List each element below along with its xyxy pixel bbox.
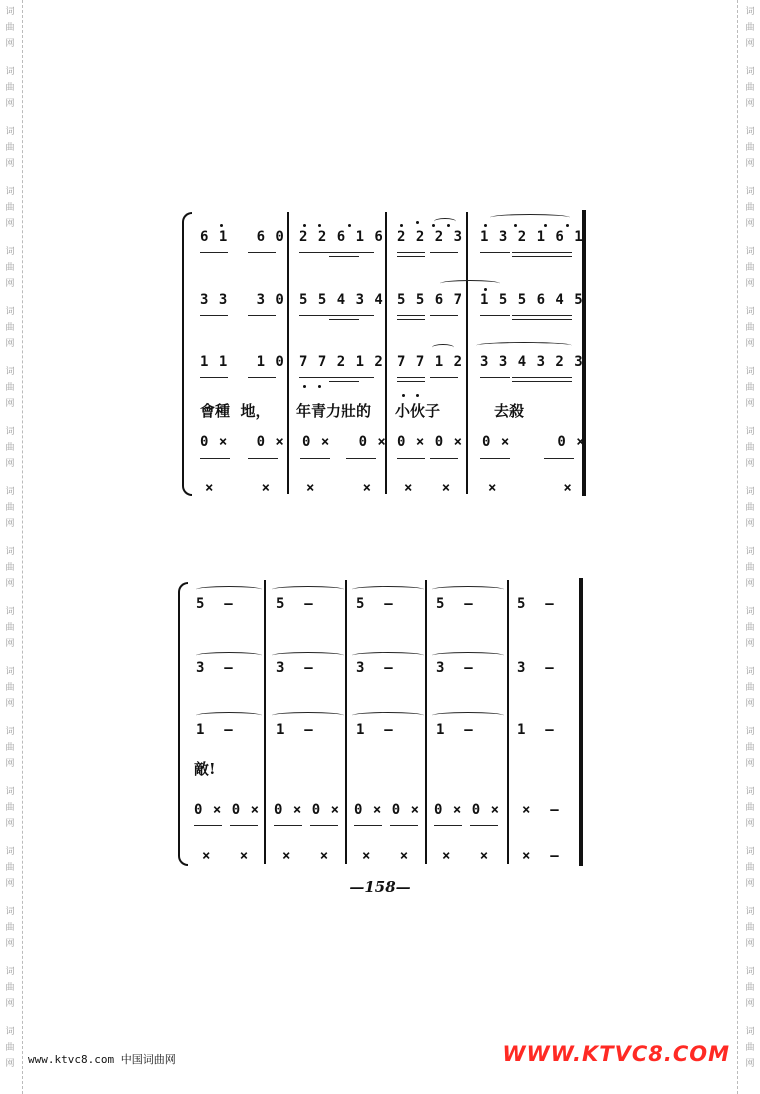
underline: [200, 458, 230, 459]
underline: [480, 252, 510, 253]
note-row: 5 —: [436, 596, 474, 612]
octave-dot: [303, 385, 306, 388]
underline: [544, 458, 574, 459]
underline: [390, 825, 418, 826]
note-row: 3 —: [356, 660, 394, 676]
barline: [507, 580, 509, 864]
note-row: 3 —: [276, 660, 314, 676]
tie: [434, 218, 456, 225]
percussion-row: 0 × 0 ×: [482, 434, 586, 450]
underline: [430, 252, 458, 253]
percussion-row: × ×: [282, 848, 330, 864]
octave-dot: [220, 224, 223, 227]
watermark-glyphs: 词 曲 网: [745, 427, 755, 469]
final-barline: [579, 578, 583, 866]
underline: [248, 252, 276, 253]
octave-dot: [514, 224, 517, 227]
lyric-text: 小伙子: [395, 402, 441, 420]
underline: [480, 315, 510, 316]
percussion-row: × ×: [202, 848, 250, 864]
percussion-row: × ×: [442, 848, 490, 864]
lyric-text: 會種 地，: [200, 402, 271, 420]
note-row: 5 —: [517, 596, 555, 612]
note-row: 1 5 5 6 4 5: [480, 292, 584, 308]
percussion-row: 0 × 0 ×: [200, 434, 285, 450]
note-row: 2 2 2 3: [397, 229, 464, 245]
watermark-glyphs: 词 曲 网: [5, 247, 15, 289]
underline: [512, 315, 572, 316]
tie: [432, 586, 504, 593]
tie: [352, 586, 424, 593]
tie: [196, 712, 262, 719]
tie: [432, 344, 454, 351]
octave-dot: [416, 394, 419, 397]
barline: [466, 212, 468, 494]
underline: [346, 458, 376, 459]
percussion-row: × —: [522, 802, 560, 818]
percussion-row: × ×: [488, 480, 573, 496]
page-number: —158—: [349, 878, 411, 896]
underline: [480, 458, 510, 459]
tie: [490, 214, 570, 221]
underline: [194, 825, 222, 826]
note-row: 3 3 3 0: [200, 292, 285, 308]
percussion-row: × ×: [306, 480, 373, 496]
watermark-glyphs: 词 曲 网: [745, 307, 755, 349]
note-row: 2 2 6 1 6: [299, 229, 384, 245]
underline: [230, 825, 258, 826]
underline: [397, 377, 425, 378]
watermark-glyphs: 词 曲 网: [745, 187, 755, 229]
underline: [274, 825, 302, 826]
underline: [512, 319, 572, 320]
underline: [430, 315, 458, 316]
underline: [329, 256, 359, 257]
watermark-glyphs: 词 曲 网: [5, 607, 15, 649]
tie: [196, 586, 262, 593]
watermark-glyphs: 词 曲 网: [745, 1027, 755, 1069]
percussion-row: × ×: [362, 848, 410, 864]
barline: [385, 212, 387, 494]
underline: [434, 825, 462, 826]
system-brace: [178, 582, 188, 866]
percussion-row: 0 × 0 ×: [434, 802, 501, 818]
note-row: 5 —: [276, 596, 314, 612]
tie: [272, 652, 344, 659]
octave-dot: [484, 224, 487, 227]
watermark-glyphs: 词 曲 网: [5, 67, 15, 109]
percussion-row: 0 × 0 ×: [302, 434, 387, 450]
footer-logo[interactable]: WWW.KTVC8.COM: [502, 1042, 730, 1066]
underline: [470, 825, 498, 826]
note-row: 3 —: [196, 660, 234, 676]
tie: [272, 586, 344, 593]
underline: [329, 252, 374, 253]
octave-dot: [318, 224, 321, 227]
watermark-glyphs: 词 曲 网: [5, 1027, 15, 1069]
note-row: 5 5 4 3 4: [299, 292, 384, 308]
note-row: 1 —: [196, 722, 234, 738]
underline: [310, 825, 338, 826]
watermark-glyphs: 词 曲 网: [745, 67, 755, 109]
octave-dot: [484, 288, 487, 291]
watermark-glyphs: 词 曲 网: [5, 367, 15, 409]
barline: [345, 580, 347, 864]
left-margin-watermark: [0, 0, 23, 1094]
underline: [512, 252, 572, 253]
note-row: 1 3 2 1 6 1: [480, 229, 584, 245]
note-row: 7 7 1 2: [397, 354, 464, 370]
octave-dot: [318, 385, 321, 388]
underline: [430, 377, 458, 378]
watermark-glyphs: 词 曲 网: [745, 487, 755, 529]
underline: [299, 377, 329, 378]
underline: [397, 458, 425, 459]
watermark-glyphs: 词 曲 网: [745, 967, 755, 1009]
watermark-glyphs: 词 曲 网: [5, 727, 15, 769]
note-row: 1 —: [356, 722, 394, 738]
note-row: 7 7 2 1 2: [299, 354, 384, 370]
watermark-glyphs: 词 曲 网: [745, 127, 755, 169]
watermark-glyphs: 词 曲 网: [5, 667, 15, 709]
watermark-glyphs: 词 曲 网: [5, 187, 15, 229]
watermark-glyphs: 词 曲 网: [745, 787, 755, 829]
watermark-glyphs: 词 曲 网: [5, 427, 15, 469]
percussion-row: 0 × 0 ×: [354, 802, 421, 818]
note-row: 3 —: [436, 660, 474, 676]
watermark-glyphs: 词 曲 网: [5, 967, 15, 1009]
right-margin-watermark: [737, 0, 760, 1094]
octave-dot: [544, 224, 547, 227]
underline: [480, 377, 510, 378]
octave-dot: [348, 224, 351, 227]
lyric-text: 去殺: [494, 402, 525, 420]
watermark-glyphs: 词 曲 网: [5, 787, 15, 829]
underline: [329, 315, 374, 316]
octave-dot: [402, 394, 405, 397]
octave-dot: [416, 221, 419, 224]
watermark-glyphs: 词 曲 网: [5, 487, 15, 529]
system-brace: [182, 212, 192, 496]
watermark-glyphs: 词 曲 网: [745, 607, 755, 649]
underline: [329, 381, 359, 382]
underline: [248, 458, 278, 459]
underline: [200, 377, 228, 378]
underline: [354, 825, 382, 826]
underline: [200, 315, 228, 316]
note-row: 3 3 4 3 2 3: [480, 354, 584, 370]
octave-dot: [400, 224, 403, 227]
octave-dot: [566, 224, 569, 227]
watermark-glyphs: 词 曲 网: [5, 7, 15, 49]
tie: [196, 652, 262, 659]
note-row: 5 —: [356, 596, 394, 612]
tie: [440, 280, 500, 287]
note-row: 5 —: [196, 596, 234, 612]
underline: [512, 381, 572, 382]
note-row: 3 —: [517, 660, 555, 676]
note-row: 1 —: [436, 722, 474, 738]
watermark-glyphs: 词 曲 网: [745, 907, 755, 949]
underline: [397, 315, 425, 316]
octave-dot: [432, 224, 435, 227]
watermark-glyphs: 词 曲 网: [745, 7, 755, 49]
octave-dot: [447, 224, 450, 227]
underline: [397, 319, 425, 320]
octave-dot: [303, 224, 306, 227]
underline: [512, 256, 572, 257]
watermark-glyphs: 词 曲 网: [745, 847, 755, 889]
note-row: 1 —: [517, 722, 555, 738]
underline: [299, 252, 329, 253]
footer-site-text[interactable]: www.ktvc8.com 中国词曲网: [28, 1053, 176, 1066]
underline: [248, 377, 276, 378]
underline: [248, 315, 276, 316]
watermark-glyphs: 词 曲 网: [745, 547, 755, 589]
barline: [264, 580, 266, 864]
lyric-text: 敵!: [194, 760, 216, 778]
tie: [432, 712, 504, 719]
tie: [352, 652, 424, 659]
watermark-glyphs: 词 曲 网: [5, 547, 15, 589]
underline: [430, 458, 458, 459]
percussion-row: × ×: [205, 480, 272, 496]
underline: [329, 319, 359, 320]
watermark-glyphs: 词 曲 网: [745, 727, 755, 769]
underline: [512, 377, 572, 378]
percussion-row: 0 × 0 ×: [397, 434, 464, 450]
underline: [397, 381, 425, 382]
tie: [272, 712, 344, 719]
watermark-glyphs: 词 曲 网: [5, 907, 15, 949]
note-row: 6 1 6 0: [200, 229, 285, 245]
note-row: 1 1 1 0: [200, 354, 285, 370]
watermark-glyphs: 词 曲 网: [745, 247, 755, 289]
final-barline: [582, 210, 586, 496]
underline: [397, 252, 425, 253]
note-row: 1 —: [276, 722, 314, 738]
lyric-text: 年青力壯的: [296, 402, 372, 420]
watermark-glyphs: 词 曲 网: [745, 367, 755, 409]
percussion-row: × —: [522, 848, 560, 864]
watermark-glyphs: 词 曲 网: [5, 847, 15, 889]
watermark-glyphs: 词 曲 网: [745, 667, 755, 709]
tie: [432, 652, 504, 659]
underline: [299, 315, 329, 316]
underline: [200, 252, 228, 253]
percussion-row: × ×: [404, 480, 452, 496]
tie: [476, 342, 572, 349]
underline: [397, 256, 425, 257]
percussion-row: 0 × 0 ×: [194, 802, 261, 818]
underline: [300, 458, 330, 459]
percussion-row: 0 × 0 ×: [274, 802, 341, 818]
tie: [352, 712, 424, 719]
watermark-glyphs: 词 曲 网: [5, 307, 15, 349]
barline: [287, 212, 289, 494]
underline: [329, 377, 374, 378]
barline: [425, 580, 427, 864]
note-row: 5 5 6 7: [397, 292, 464, 308]
watermark-glyphs: 词 曲 网: [5, 127, 15, 169]
